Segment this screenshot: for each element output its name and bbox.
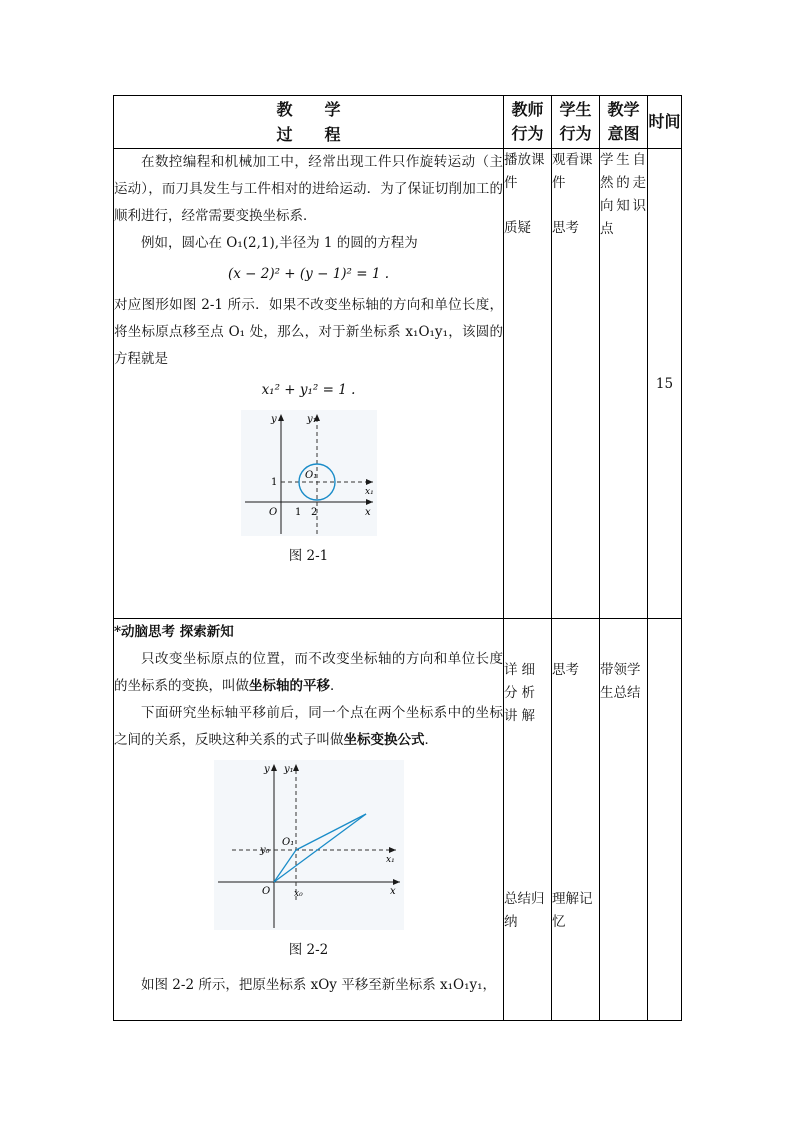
text: ． <box>330 678 344 694</box>
time-cell-1 <box>648 149 682 619</box>
header-process <box>114 96 504 149</box>
time-value: 15 <box>655 375 674 392</box>
term-bold: 坐标轴的平移 <box>249 678 330 694</box>
label-one-y: 1 <box>270 477 277 488</box>
label-two-x: 2 <box>310 507 317 518</box>
equation: (x − 2)² + (y − 1)² = 1 . <box>227 266 390 282</box>
label-O1: O₁ <box>281 837 294 848</box>
lesson-table <box>113 95 682 1021</box>
label-x1: x₁ <box>364 487 374 497</box>
header-time: 时间 <box>648 96 682 149</box>
paragraph: 如图 2-2 所示，把原坐标系 xOy 平移至新坐标系 x₁O₁y₁， <box>141 977 497 993</box>
text: ． <box>424 732 438 748</box>
text: 只改变坐标原点的位置，而不改变坐标轴的方向和单位长度的坐标系的变换，叫做 <box>114 651 503 694</box>
header-student: 学生行为 <box>552 96 600 149</box>
header-process-char: 学 <box>324 100 341 119</box>
label-x0: x₀ <box>293 889 303 899</box>
text: 下面研究坐标轴平移前后，同一个点在两个坐标系中的坐标之间的关系，反映这种关系的式子叫做 <box>114 705 503 748</box>
teaching-intent: 学生自然的走向知识点 <box>600 152 647 237</box>
paragraph <box>114 646 503 700</box>
label-one-x: 1 <box>294 507 301 518</box>
label-y1: y₁ <box>283 764 294 775</box>
teacher-cell-1 <box>504 149 552 619</box>
teacher-action: 质疑 <box>504 220 531 236</box>
student-cell-2 <box>552 619 600 1021</box>
teaching-intent: 带领学生总结 <box>600 662 641 701</box>
intent-cell-2 <box>600 619 648 1021</box>
time-cell-2 <box>648 619 682 1021</box>
section-heading: *动脑思考 探索新知 <box>114 624 234 640</box>
student-action: 思考 <box>552 220 579 236</box>
student-cell-1 <box>552 149 600 619</box>
label-x: x <box>389 886 396 897</box>
teacher-action: 总结归纳 <box>504 891 545 930</box>
figure-background <box>214 760 404 930</box>
figure-caption: 图 2-2 <box>288 942 329 958</box>
equation: x₁² + y₁² = 1 . <box>261 382 356 398</box>
label-y: y <box>270 414 277 425</box>
header-process-char: 程 <box>324 125 341 144</box>
label-O1: O₁ <box>304 470 317 481</box>
header-process-char: 过 <box>276 125 325 144</box>
label-O: O <box>261 886 270 897</box>
intent-cell-1 <box>600 149 648 619</box>
teacher-action: 播放课件 <box>504 152 545 191</box>
teacher-cell-2 <box>504 619 552 1021</box>
header-process-char: 教 <box>276 100 325 119</box>
paragraph: 在数控编程和机械加工中，经常出现工件只作旋转运动（主运动），而刀具发生与工件相对的进给运动．为了保证切削加工的顺利进行，经常需要变换坐标系． <box>114 154 503 224</box>
student-action: 思考 <box>552 662 579 678</box>
label-x: x <box>364 507 371 518</box>
student-action: 观看课件 <box>552 152 593 191</box>
process-cell-1 <box>114 149 504 619</box>
header-intent: 教学意图 <box>600 96 648 149</box>
content-row-2 <box>114 619 682 1021</box>
figure-caption: 图 2-1 <box>288 548 329 564</box>
label-y1: y₁ <box>306 414 317 425</box>
student-action: 理解记忆 <box>552 891 593 930</box>
term-bold: 坐标变换公式 <box>343 732 425 748</box>
label-y0: y₀ <box>259 845 270 856</box>
label-O: O <box>268 507 277 518</box>
header-teacher: 教师行为 <box>504 96 552 149</box>
figure-2-1 <box>241 410 377 536</box>
header-row <box>114 96 682 149</box>
content-row-1 <box>114 149 682 619</box>
label-y: y <box>263 764 270 775</box>
figure-2-2 <box>214 760 404 930</box>
paragraph <box>114 700 503 754</box>
process-cell-2 <box>114 619 504 1021</box>
label-x1: x₁ <box>385 855 395 865</box>
paragraph: 例如，圆心在 O₁(2,1),半径为 1 的圆的方程为 <box>141 235 418 251</box>
teacher-action: 详细分析讲解 <box>504 662 539 724</box>
paragraph: 对应图形如图 2-1 所示．如果不改变坐标轴的方向和单位长度，将坐标原点移至点 O₁ 处，那么，对于新坐标系 x₁O₁y₁，该圆的方程就是 <box>114 297 503 367</box>
